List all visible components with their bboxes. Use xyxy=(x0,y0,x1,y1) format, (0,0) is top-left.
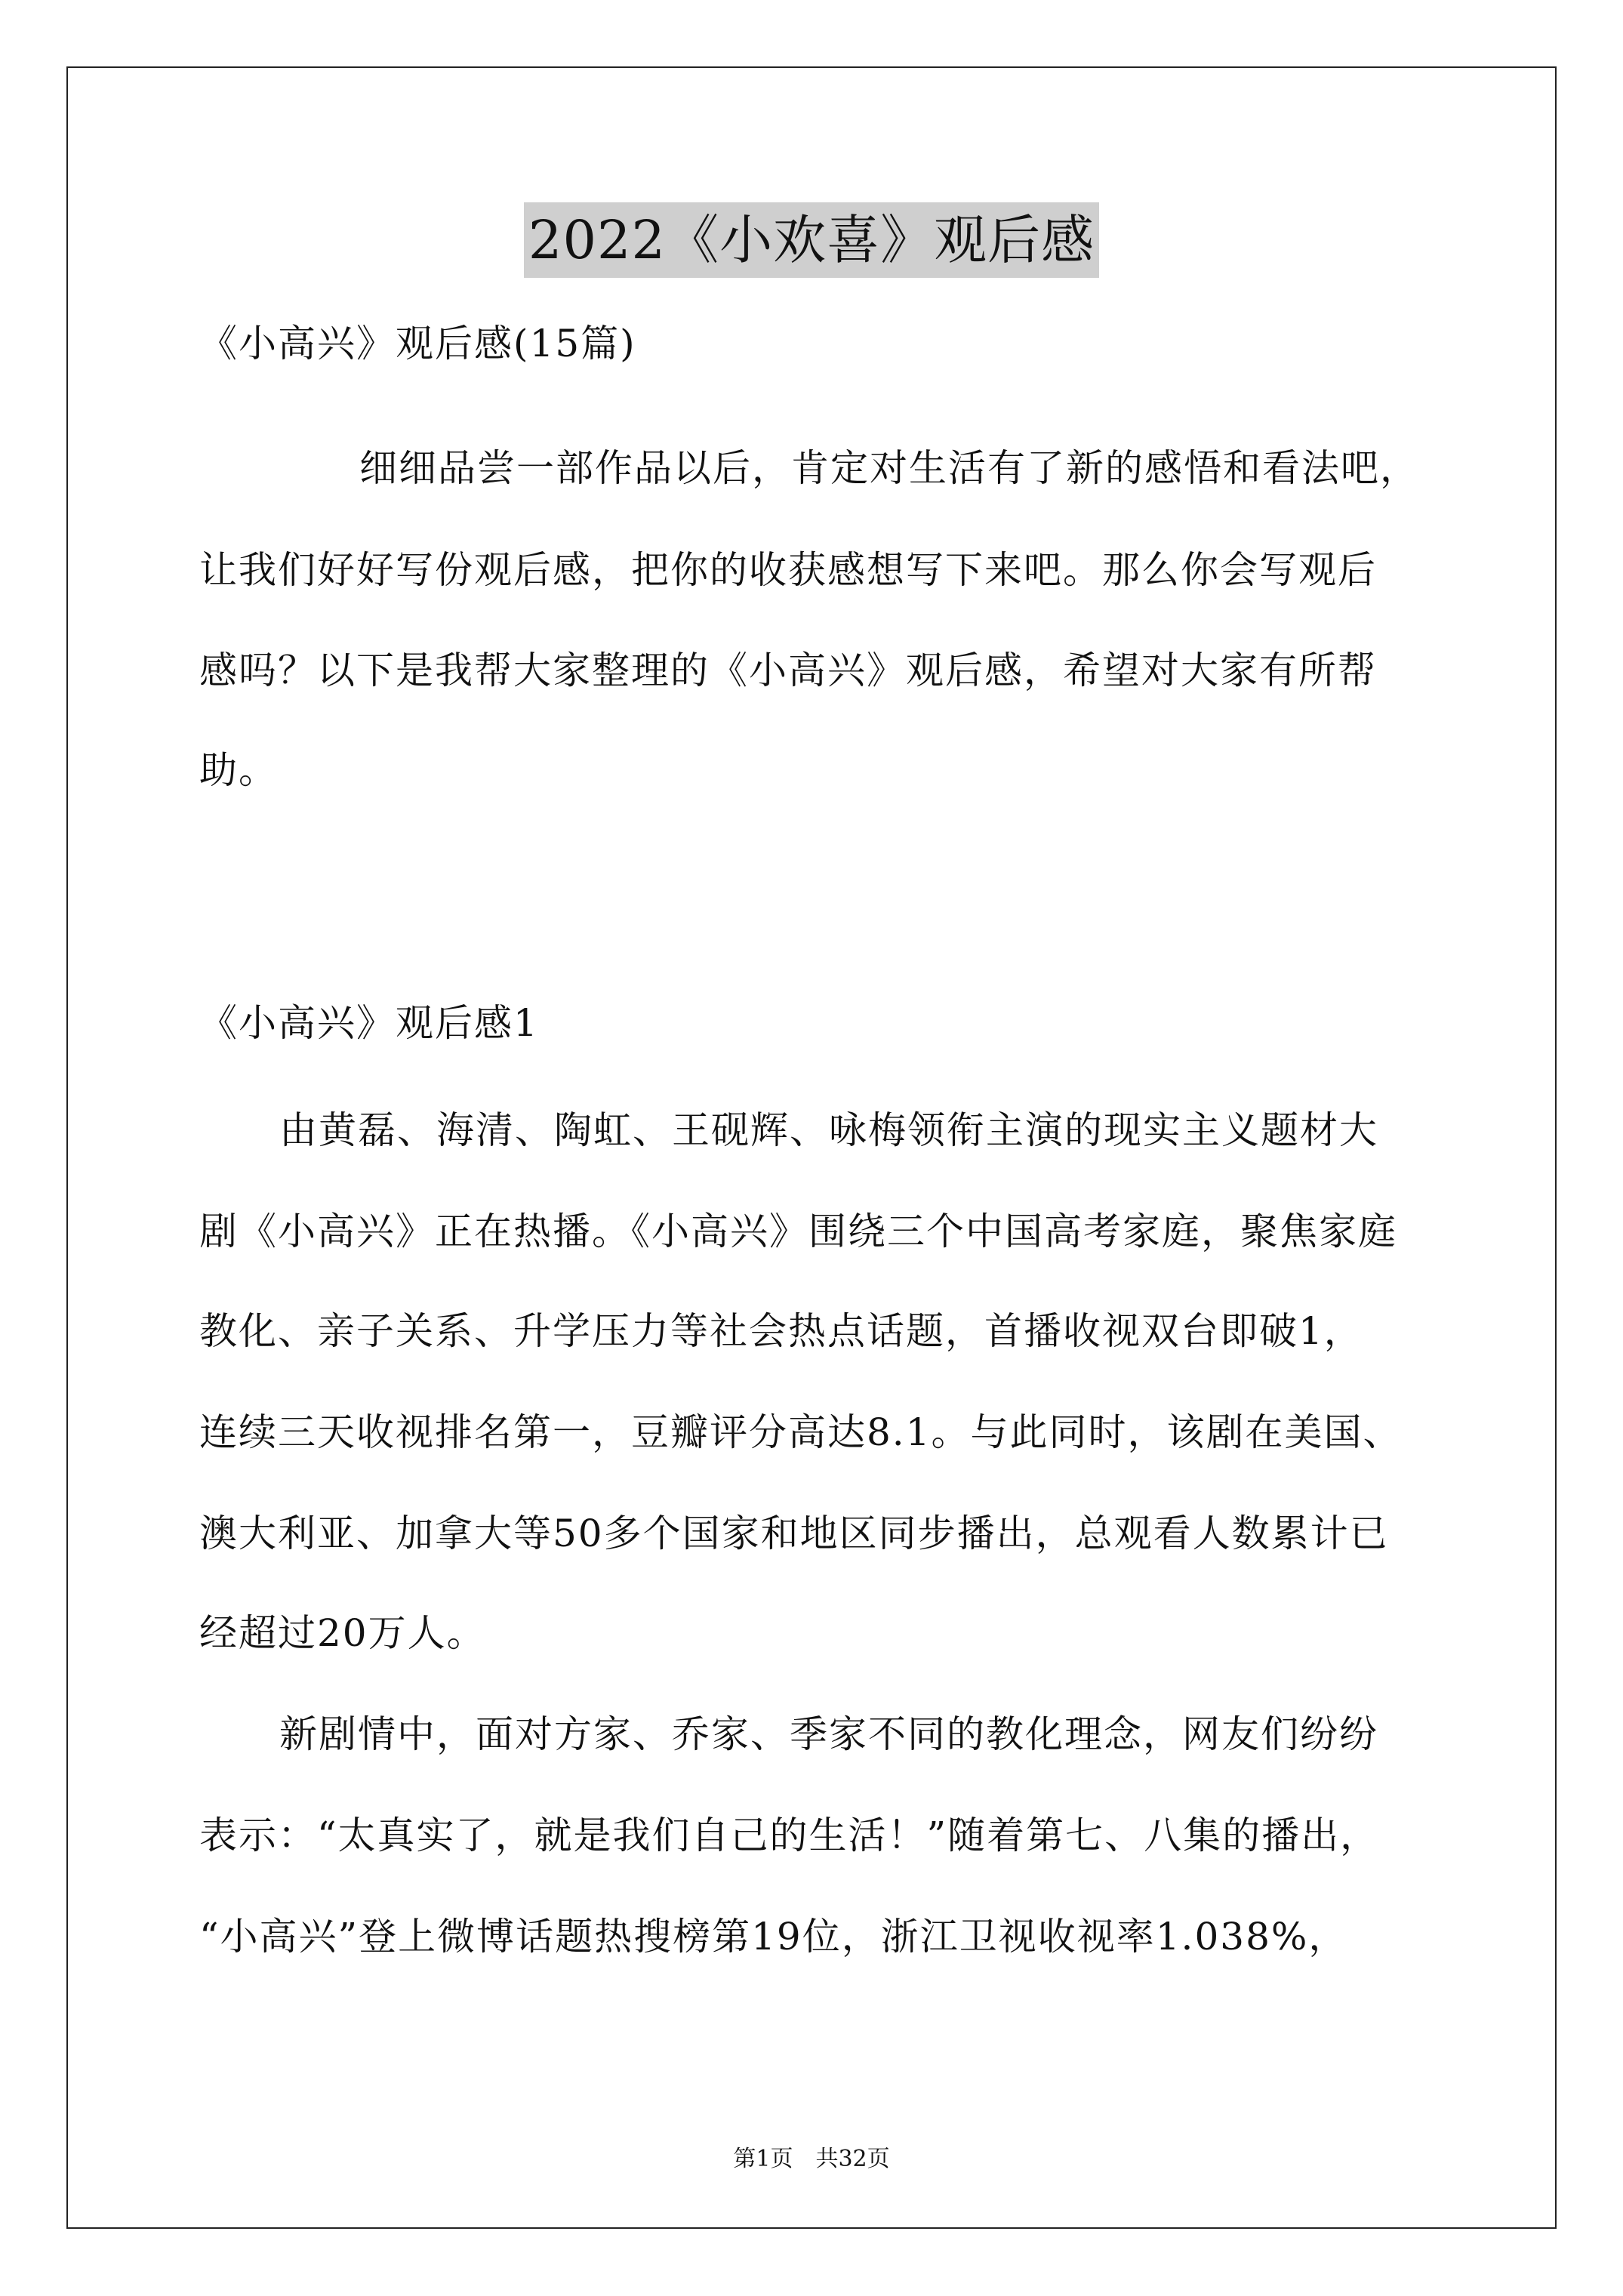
paragraph-line: 经超过20万人。 xyxy=(199,1611,486,1655)
intro-line: 细细品尝一部作品以后，肯定对生活有了新的感悟和看法吧， xyxy=(359,446,1419,490)
section-heading: 《小高兴》观后感1 xyxy=(199,1001,539,1045)
paragraph-line: 连续三天收视排名第一，豆瓣评分高达8.1。与此同时，该剧在美国、 xyxy=(199,1410,1403,1454)
title-container xyxy=(0,202,1623,278)
intro-line: 助。 xyxy=(199,748,278,792)
intro-line: 让我们好好写份观后感，把你的收获感想写下来吧。那么你会写观后 xyxy=(199,548,1377,592)
paragraph-line: 新剧情中，面对方家、乔家、季家不同的教化理念，网友们纷纷 xyxy=(279,1712,1378,1756)
document-subtitle: 《小高兴》观后感(15篇) xyxy=(199,322,636,365)
paragraph-line: 剧《小高兴》正在热播。《小高兴》围绕三个中国高考家庭，聚焦家庭 xyxy=(199,1210,1397,1253)
page-footer: 第1页 共32页 xyxy=(733,2146,890,2172)
paragraph-line: 由黄磊、海清、陶虹、王砚辉、咏梅领衔主演的现实主义题材大 xyxy=(279,1108,1378,1152)
paragraph-line: 澳大利亚、加拿大等50多个国家和地区同步播出，总观看人数累计已 xyxy=(199,1512,1389,1555)
paragraph-line: “小高兴”登上微博话题热搜榜第19位，浙江卫视收视率1.038%， xyxy=(199,1915,1348,1959)
paragraph-line: 表示：“太真实了，就是我们自己的生活！”随着第七、八集的播出， xyxy=(199,1814,1380,1857)
intro-line: 感吗？以下是我帮大家整理的《小高兴》观后感，希望对大家有所帮 xyxy=(199,649,1377,692)
document-title: 2022《小欢喜》观后感 xyxy=(524,202,1099,278)
paragraph-line: 教化、亲子关系、升学压力等社会热点话题，首播收视双台即破1， xyxy=(199,1309,1363,1353)
